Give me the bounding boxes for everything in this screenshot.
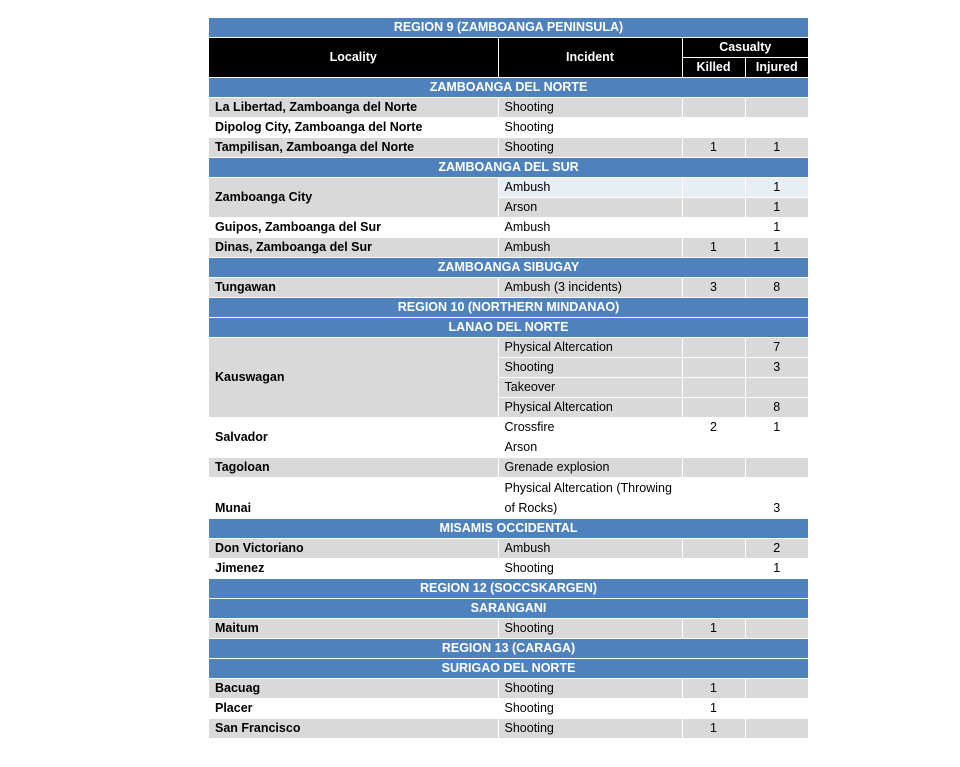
injured-cell (745, 438, 808, 458)
injured-cell (745, 118, 808, 138)
casualty-header: Casualty (682, 38, 808, 58)
killed-cell: 1 (682, 138, 745, 158)
killed-cell (682, 559, 745, 579)
table-row (209, 118, 808, 138)
table-row (209, 178, 808, 198)
killed-cell (682, 358, 745, 378)
incident-cell: Shooting (498, 619, 682, 639)
locality-cell: San Francisco (209, 719, 498, 739)
injured-cell: 7 (745, 338, 808, 358)
killed-cell: 1 (682, 719, 745, 739)
killed-cell (682, 539, 745, 559)
locality-cell: Jimenez (209, 559, 498, 579)
region-title: REGION 10 (NORTHERN MINDANAO) (209, 298, 808, 318)
killed-cell (682, 458, 745, 478)
killed-cell: 3 (682, 278, 745, 298)
killed-cell: 1 (682, 238, 745, 258)
incident-cell: Physical Altercation (498, 398, 682, 418)
table-row (209, 559, 808, 579)
region-header (209, 18, 808, 38)
region-header (209, 639, 808, 659)
incident-cell: Physical Altercation (Throwing of Rocks) (498, 478, 682, 519)
locality-cell: Guipos, Zamboanga del Sur (209, 218, 498, 238)
incident-cell: Takeover (498, 378, 682, 398)
locality-cell: Salvador (209, 418, 498, 458)
province-title: ZAMBOANGA DEL NORTE (209, 78, 808, 98)
incident-cell: Shooting (498, 98, 682, 118)
locality-cell: Don Victoriano (209, 539, 498, 559)
killed-cell: 1 (682, 619, 745, 639)
locality-header: Locality (209, 38, 498, 78)
incident-header: Incident (498, 38, 682, 78)
incident-cell: Shooting (498, 358, 682, 378)
locality-cell: Bacuag (209, 679, 498, 699)
locality-cell: Munai (209, 478, 498, 519)
injured-cell (745, 679, 808, 699)
killed-cell: 1 (682, 679, 745, 699)
killed-header: Killed (682, 58, 745, 78)
column-header-row (209, 38, 808, 58)
incident-cell: Shooting (498, 118, 682, 138)
injured-header: Injured (745, 58, 808, 78)
injured-cell: 2 (745, 539, 808, 559)
table-row (209, 699, 808, 719)
injured-cell (745, 378, 808, 398)
incident-cell: Ambush (498, 238, 682, 258)
killed-cell (682, 98, 745, 118)
killed-cell (682, 338, 745, 358)
killed-cell (682, 118, 745, 138)
locality-cell: Kauswagan (209, 338, 498, 418)
province-header (209, 599, 808, 619)
province-title: ZAMBOANGA SIBUGAY (209, 258, 808, 278)
injured-cell: 1 (745, 559, 808, 579)
killed-cell: 2 (682, 418, 745, 438)
table-row (209, 218, 808, 238)
table-row (209, 458, 808, 478)
incident-cell: Ambush (498, 178, 682, 198)
injured-cell: 1 (745, 218, 808, 238)
table-row (209, 539, 808, 559)
injured-cell (745, 458, 808, 478)
region-title: REGION 9 (ZAMBOANGA PENINSULA) (209, 18, 808, 38)
injured-cell: 8 (745, 278, 808, 298)
table-row (209, 719, 808, 739)
region-title: REGION 12 (SOCCSKARGEN) (209, 579, 808, 599)
injured-cell: 8 (745, 398, 808, 418)
locality-cell: Tungawan (209, 278, 498, 298)
killed-cell (682, 378, 745, 398)
region-header (209, 579, 808, 599)
province-header (209, 659, 808, 679)
province-header (209, 519, 808, 539)
province-title: LANAO DEL NORTE (209, 318, 808, 338)
locality-cell: Maitum (209, 619, 498, 639)
injured-cell: 3 (745, 358, 808, 378)
incident-cell: Shooting (498, 138, 682, 158)
province-header (209, 158, 808, 178)
incident-cell: Ambush (3 incidents) (498, 278, 682, 298)
table-row (209, 338, 808, 358)
injured-cell (745, 699, 808, 719)
injured-cell: 1 (745, 198, 808, 218)
injured-cell: 1 (745, 238, 808, 258)
injured-cell: 3 (745, 478, 808, 519)
province-title: SARANGANI (209, 599, 808, 619)
incident-cell: Arson (498, 198, 682, 218)
incident-cell: Shooting (498, 699, 682, 719)
table-row (209, 478, 808, 519)
injured-cell (745, 719, 808, 739)
killed-cell (682, 198, 745, 218)
killed-cell (682, 178, 745, 198)
locality-cell: Zamboanga City (209, 178, 498, 218)
province-header (209, 258, 808, 278)
province-title: SURIGAO DEL NORTE (209, 659, 808, 679)
table-row (209, 679, 808, 699)
table-row (209, 619, 808, 639)
incident-cell: Physical Altercation (498, 338, 682, 358)
province-title: MISAMIS OCCIDENTAL (209, 519, 808, 539)
incident-cell: Ambush (498, 218, 682, 238)
incident-cell: Shooting (498, 679, 682, 699)
killed-cell (682, 438, 745, 458)
locality-cell: Placer (209, 699, 498, 719)
killed-cell (682, 478, 745, 519)
incident-cell: Grenade explosion (498, 458, 682, 478)
incident-cell: Crossfire (498, 418, 682, 438)
injured-cell: 1 (745, 138, 808, 158)
region-title: REGION 13 (CARAGA) (209, 639, 808, 659)
province-title: ZAMBOANGA DEL SUR (209, 158, 808, 178)
injured-cell (745, 619, 808, 639)
injured-cell: 1 (745, 418, 808, 438)
table-row (209, 418, 808, 438)
locality-cell: Tampilisan, Zamboanga del Norte (209, 138, 498, 158)
injured-cell: 1 (745, 178, 808, 198)
incident-cell: Shooting (498, 559, 682, 579)
locality-cell: La Libertad, Zamboanga del Norte (209, 98, 498, 118)
incident-cell: Arson (498, 438, 682, 458)
locality-cell: Dipolog City, Zamboanga del Norte (209, 118, 498, 138)
table-row (209, 278, 808, 298)
region-header (209, 298, 808, 318)
killed-cell: 1 (682, 699, 745, 719)
incident-cell: Shooting (498, 719, 682, 739)
table-row (209, 138, 808, 158)
killed-cell (682, 398, 745, 418)
province-header (209, 318, 808, 338)
table-row (209, 238, 808, 258)
killed-cell (682, 218, 745, 238)
injured-cell (745, 98, 808, 118)
incident-cell: Ambush (498, 539, 682, 559)
locality-cell: Dinas, Zamboanga del Sur (209, 238, 498, 258)
casualty-table (209, 18, 808, 739)
locality-cell: Tagoloan (209, 458, 498, 478)
province-header (209, 78, 808, 98)
table-row (209, 98, 808, 118)
